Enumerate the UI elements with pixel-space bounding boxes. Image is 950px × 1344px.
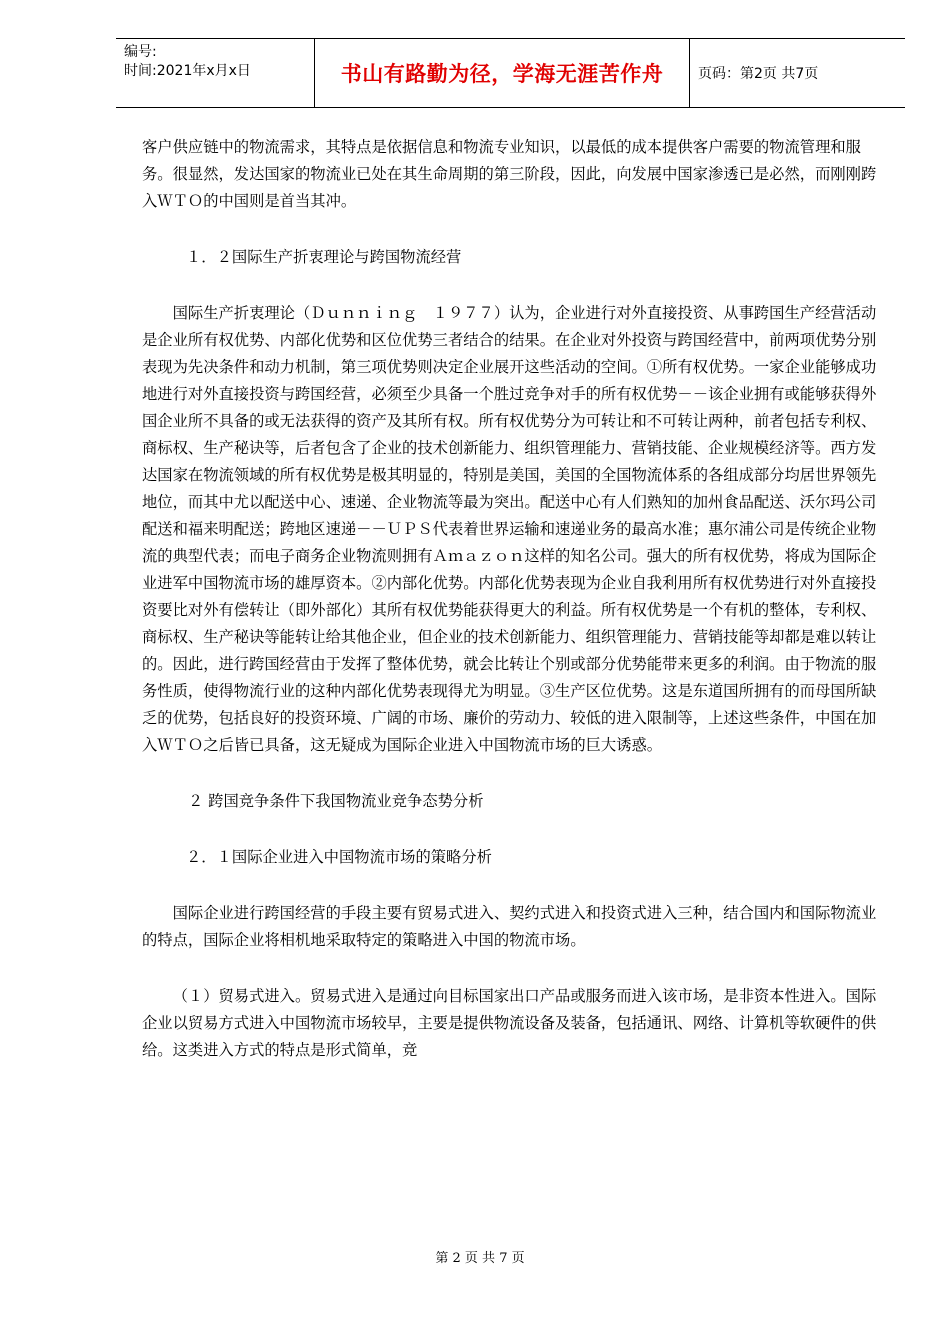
- page-count-label: 页码：第2页 共7页: [698, 66, 819, 82]
- motto-text: 书山有路勤为径，学海无涯苦作舟: [340, 62, 664, 86]
- section-heading-1-2: １．２国际生产折衷理论与跨国物流经营: [186, 248, 462, 266]
- section-heading-2: ２ 跨国竞争条件下我国物流业竞争态势分析: [188, 792, 484, 810]
- header-meta-cell: [116, 39, 315, 107]
- footer-page-number: 第 2 页 共 7 页: [435, 1251, 525, 1266]
- time-label: 时间:2021年x月x日: [124, 63, 251, 79]
- page-footer: [0, 1247, 950, 1266]
- paragraph-eclectic-theory: 国际生产折衷理论（Ｄｕｎｎｉｎｇ １９７７）认为，企业进行对外直接投资、从事跨国生产经营活动是企业所有权优势、内部化优势和区位优势三者结合的结果。在企业对外投资与跨国经营中，前两项优势分别表现为先决条件和动力机制，第三项优势则决定企业展开这些活动的空间。①所有权优势。一家企业能够成功地进行对外直接投资与跨国经营，必须至少具备一个胜过竞争对手的所有权优势－－该企业拥有或能够获得外国企业所不具备的或无法获得的资产及其所有权。所有权优势分为可转让和不可转让两种，前者包括专利权、商标权、生产秘诀等，后者包含了企业的技术创新能力、组织管理能力、营销技能、企业规模经济等。西方发达国家在物流领域的所有权优势是极其明显的，特别是美国，美国的全国物流体系的各组成部分均居世界领先地位，而其中尤以配送中心、速递、企业物流等最为突出。配送中心有人们熟知的加州食品配送、沃尔玛公司配送和福来明配送；跨地区速递－－ＵＰＳ代表着世界运输和速递业务的最高水准；惠尔浦公司是传统企业物流的典型代表；而电子商务企业物流则拥有Ａｍａｚｏｎ这样的知名公司。强大的所有权优势，将成为国际企业进军中国物流市场的雄厚资本。②内部化优势。内部化优势表现为企业自我利用所有权优势进行对外直接投资要比对外有偿转让（即外部化）其所有权优势能获得更大的利益。所有权优势是一个有机的整体，专利权、商标权、生产秘诀等能转让给其他企业，但企业的技术创新能力、组织管理能力、营销技能等却都是难以转让的。因此，进行跨国经营由于发挥了整体优势，就会比转让个别或部分优势能带来更多的利润。由于物流的服务性质，使得物流行业的这种内部化优势表现得尤为明显。③生产区位优势。这是东道国所拥有的而母国所缺乏的优势，包括良好的投资环境、广阔的市场、廉价的劳动力、较低的进入限制等，上述这些条件，中国在加入ＷＴＯ之后皆已具备，这无疑成为国际企业进入中国物流市场的巨大诱惑。: [142, 304, 877, 754]
- paragraph-trade-entry: （１）贸易式进入。贸易式进入是通过向目标国家出口产品或服务而进入该市场，是非资本性进入。国际企业以贸易方式进入中国物流市场较早，主要是提供物流设备及装备，包括通讯、网络、计算机等软硬件的供给。这类进入方式的特点是形式简单，竞: [142, 987, 877, 1059]
- number-label: 编号:: [124, 44, 157, 60]
- document-body: [142, 134, 880, 1064]
- paragraph-continuation: 客户供应链中的物流需求，其特点是依据信息和物流专业知识，以最低的成本提供客户需要的物流管理和服务。很显然，发达国家的物流业已处在其生命周期的第三阶段，因此，向发展中国家渗透已是必然，而刚刚跨入ＷＴＯ的中国则是首当其冲。: [142, 138, 877, 210]
- section-heading-2-1: ２．１国际企业进入中国物流市场的策略分析: [186, 848, 492, 866]
- paragraph-entry-modes: 国际企业进行跨国经营的手段主要有贸易式进入、契约式进入和投资式进入三种，结合国内和国际物流业的特点，国际企业将相机地采取特定的策略进入中国的物流市场。: [142, 904, 877, 949]
- header-motto-cell: [315, 39, 690, 107]
- page-header: [116, 38, 905, 108]
- header-page-cell: [690, 39, 905, 107]
